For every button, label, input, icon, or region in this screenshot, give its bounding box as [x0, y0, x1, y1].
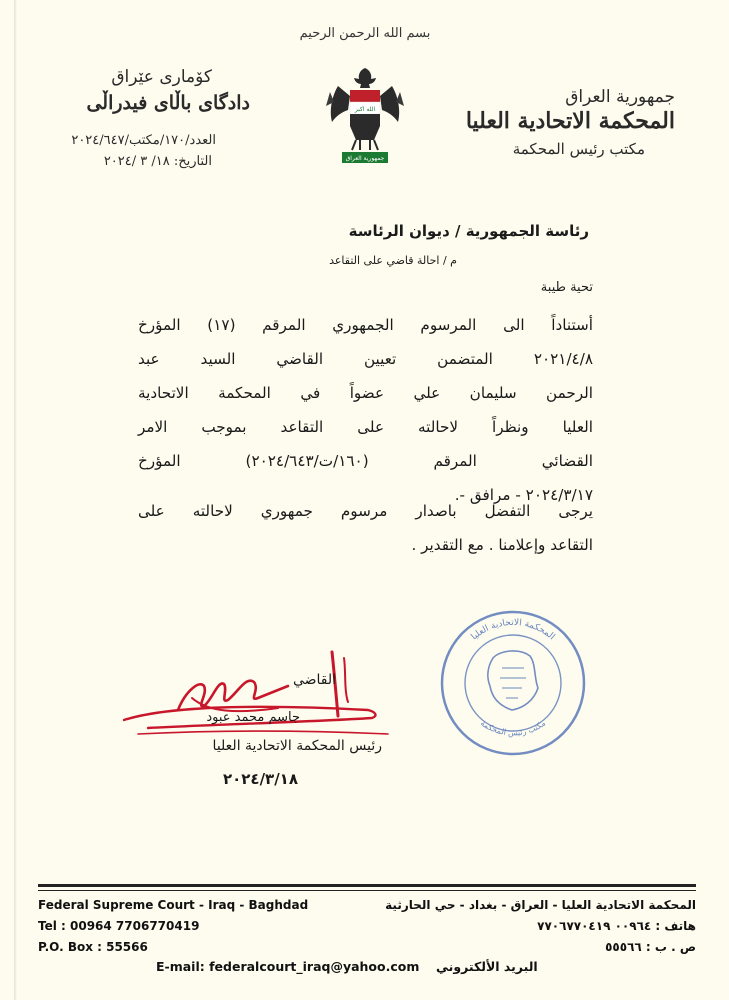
seal-bottom-text: مكتب رئيس المحكمة	[478, 718, 548, 738]
greeting: تحية طيبة	[540, 280, 593, 295]
footer-pobox-en: P.O. Box : 55566	[38, 940, 148, 954]
letterhead-court: المحكمة الاتحادية العليا	[465, 108, 675, 134]
request-line: التقاعد وإعلامنا . مع التقدير .	[411, 536, 593, 554]
footer-email: E-mail: federalcourt_iraq@yahoo.com	[156, 959, 420, 974]
letterhead-kurdish	[40, 66, 250, 172]
judge-role: رئيس المحكمة الاتحادية العليا	[212, 738, 382, 754]
emblem-caption: جمهورية العراق	[345, 155, 385, 162]
body-line: الرحمن سليمان علي عضواً في المحكمة الاتحادية	[138, 384, 593, 402]
signature-block	[108, 650, 408, 820]
body-line: القضائي المرقم (١٦٠/ت/٢٠٢٤/٦٤٣) المؤرخ	[138, 452, 593, 470]
addressee: رئاسة الجمهورية / ديوان الرئاسة	[348, 222, 589, 240]
footer-phone-en: Tel : 00964 7706770419	[38, 919, 200, 933]
reference-number: العدد/١٧٠/مكتب/٢٠٢٤/٦٤٧	[71, 133, 216, 148]
request-paragraph	[138, 494, 593, 562]
footer-rule	[38, 884, 696, 887]
footer	[38, 870, 696, 980]
basmala: بسم الله الرحمن الرحيم	[299, 26, 431, 41]
letterhead-kurdish-country: كۆماری عێراق	[111, 67, 212, 87]
letterhead-office: مكتب رئيس المحكمة	[512, 140, 645, 158]
body-line: أستناداً الى المرسوم الجمهوري المرقم (١٧) المؤرخ	[138, 316, 593, 334]
body-line: ٢٠٢١/٤/٨ المتضمن تعيين القاضي السيد عبد	[138, 350, 593, 368]
eagle-emblem-icon	[324, 66, 406, 170]
footer-address-en: Federal Supreme Court - Iraq - Baghdad	[38, 898, 309, 912]
body-line: ٢٠٢٤/٣/١٧ - مرافق -.	[454, 486, 593, 504]
footer-rule-thin	[38, 890, 696, 891]
judge-name: جاسم محمد عبود	[206, 710, 300, 725]
footer-email-label-ar: البريد الألكتروني	[436, 959, 538, 974]
footer-phone-ar: هاتف : ٠٠٩٦٤ ٧٧٠٦٧٧٠٤١٩	[537, 919, 696, 933]
subject-line: م / احالة قاضي على التقاعد	[329, 254, 457, 267]
letterhead-country: جمهورية العراق	[565, 87, 675, 107]
svg-text:الله اكبر: الله اكبر	[354, 106, 376, 113]
letter-date: التاريخ: ١٨/ ٣ /٢٠٢٤	[103, 154, 212, 169]
letterhead-arabic	[465, 88, 675, 162]
footer-pobox-ar: ص . ب : ٥٥٥٦٦	[605, 940, 696, 954]
judge-title: القاضي	[292, 672, 336, 688]
page-edge	[14, 0, 17, 1000]
signature-date: ٢٠٢٤/٣/١٨	[222, 770, 298, 788]
official-seal-icon	[438, 608, 588, 758]
seal-outer-text: المحكمة الاتحادية العليا	[469, 617, 557, 643]
svg-text:مكتب رئيس المحكمة	[479, 719, 547, 738]
body-line: العليا ونظراً لاحالته على التقاعد بموجب الامر	[138, 418, 593, 436]
footer-address-ar: المحكمة الاتحادية العليا - العراق - بغداد - حي الحارثية	[385, 898, 696, 912]
request-line: يرجى التفضل باصدار مرسوم جمهوري لاحالته على	[138, 502, 593, 520]
letterhead-kurdish-court: دادگای باڵای فیدراڵی	[86, 92, 250, 114]
letter-body	[138, 308, 593, 512]
svg-text:المحكمة الاتحادية العليا	[470, 618, 557, 642]
